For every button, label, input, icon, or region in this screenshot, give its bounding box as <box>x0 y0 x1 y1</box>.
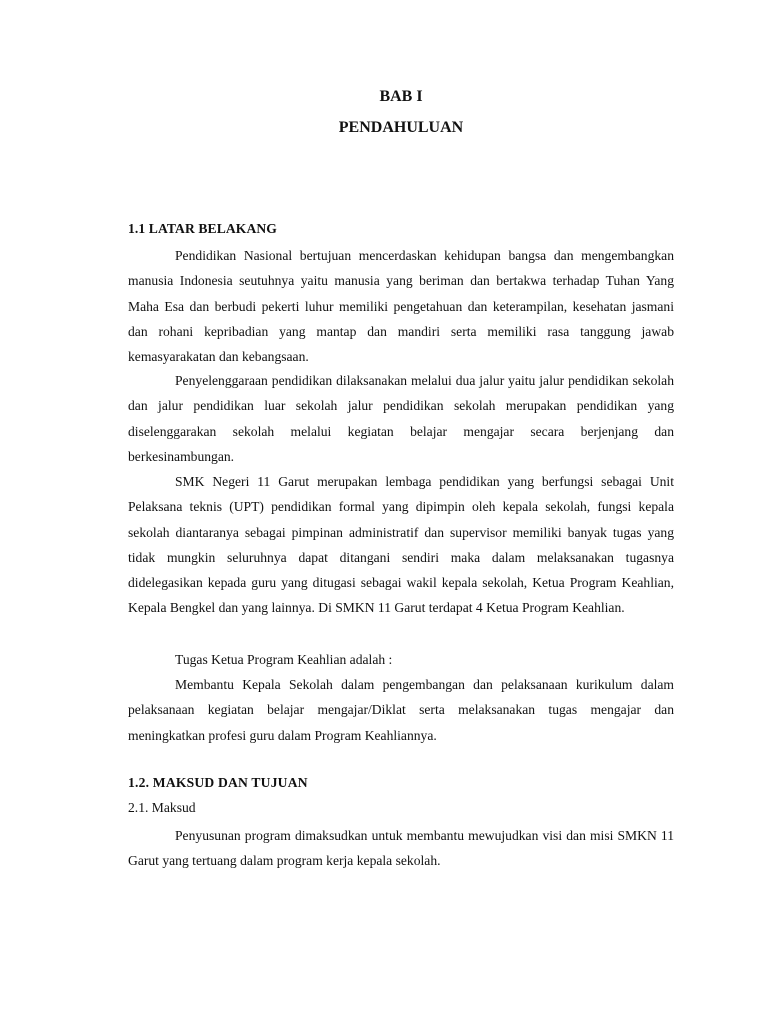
chapter-title: PENDAHULUAN <box>338 119 464 136</box>
subheading-maksud: 2.1. Maksud <box>128 800 196 815</box>
paragraph-membantu: Membantu Kepala Sekolah dalam pengembangan dan pelaksanaan kurikulum dalam pelaksanaan kegiatan belajar mengajar/Diklat serta melaksanakan tugas mengajar dan meningkatkan profesi guru dalam Program Keahliannya. <box>128 677 674 743</box>
chapter-number: BAB I <box>379 88 423 105</box>
paragraph-tugas-ketua: Tugas Ketua Program Keahlian adalah : <box>175 652 393 667</box>
paragraph-penyelenggaraan: Penyelenggaraan pendidikan dilaksanakan melalui dua jalur yaitu jalur pendidikan sekolah dan jalur pendidikan luar sekolah jalur pendidikan sekolah merupakan pendidikan yang diselenggarakan sekolah melalui kegiatan belajar mengajar secara berjenjang dan berkesinambungan. <box>128 373 674 464</box>
paragraph-penyusunan: Penyusunan program dimaksudkan untuk membantu mewujudkan visi dan misi SMKN 11 Garut yang tertuang dalam program kerja kepala sekolah. <box>128 828 674 869</box>
section-heading-maksud-tujuan: 1.2. MAKSUD DAN TUJUAN <box>128 775 308 790</box>
paragraph-smk-negeri: SMK Negeri 11 Garut merupakan lembaga pendidikan yang berfungsi sebagai Unit Pelaksana teknis (UPT) pendidikan formal yang dipimpin oleh kepala sekolah, fungsi kepala sekolah diantaranya sebagai pimpinan administratif dan supervisor memiliki banyak tugas yang tidak mungkin seluruhnya dapat ditangani sendiri maka dalam melaksanakan tugasnya didelegasikan kepada guru yang ditugasi sebagai wakil kepala sekolah, Ketua Program Keahlian, Kepala Bengkel dan yang lainnya. Di SMKN 11 Garut terdapat 4 Ketua Program Keahlian. <box>128 474 674 616</box>
section-heading-latar-belakang: 1.1 LATAR BELAKANG <box>128 221 277 236</box>
paragraph-pendidikan-nasional: Pendidikan Nasional bertujuan mencerdaskan kehidupan bangsa dan mengembangkan manusia Indonesia seutuhnya yaitu manusia yang beriman dan bertakwa terhadap Tuhan Yang Maha Esa dan berbudi pekerti luhur memiliki pengetahuan dan keterampilan, kesehatan jasmani dan rohani kepribadian yang mantap dan mandiri serta memiliki rasa tanggung jawab kemasyarakatan dan kebangsaan. <box>128 248 674 365</box>
